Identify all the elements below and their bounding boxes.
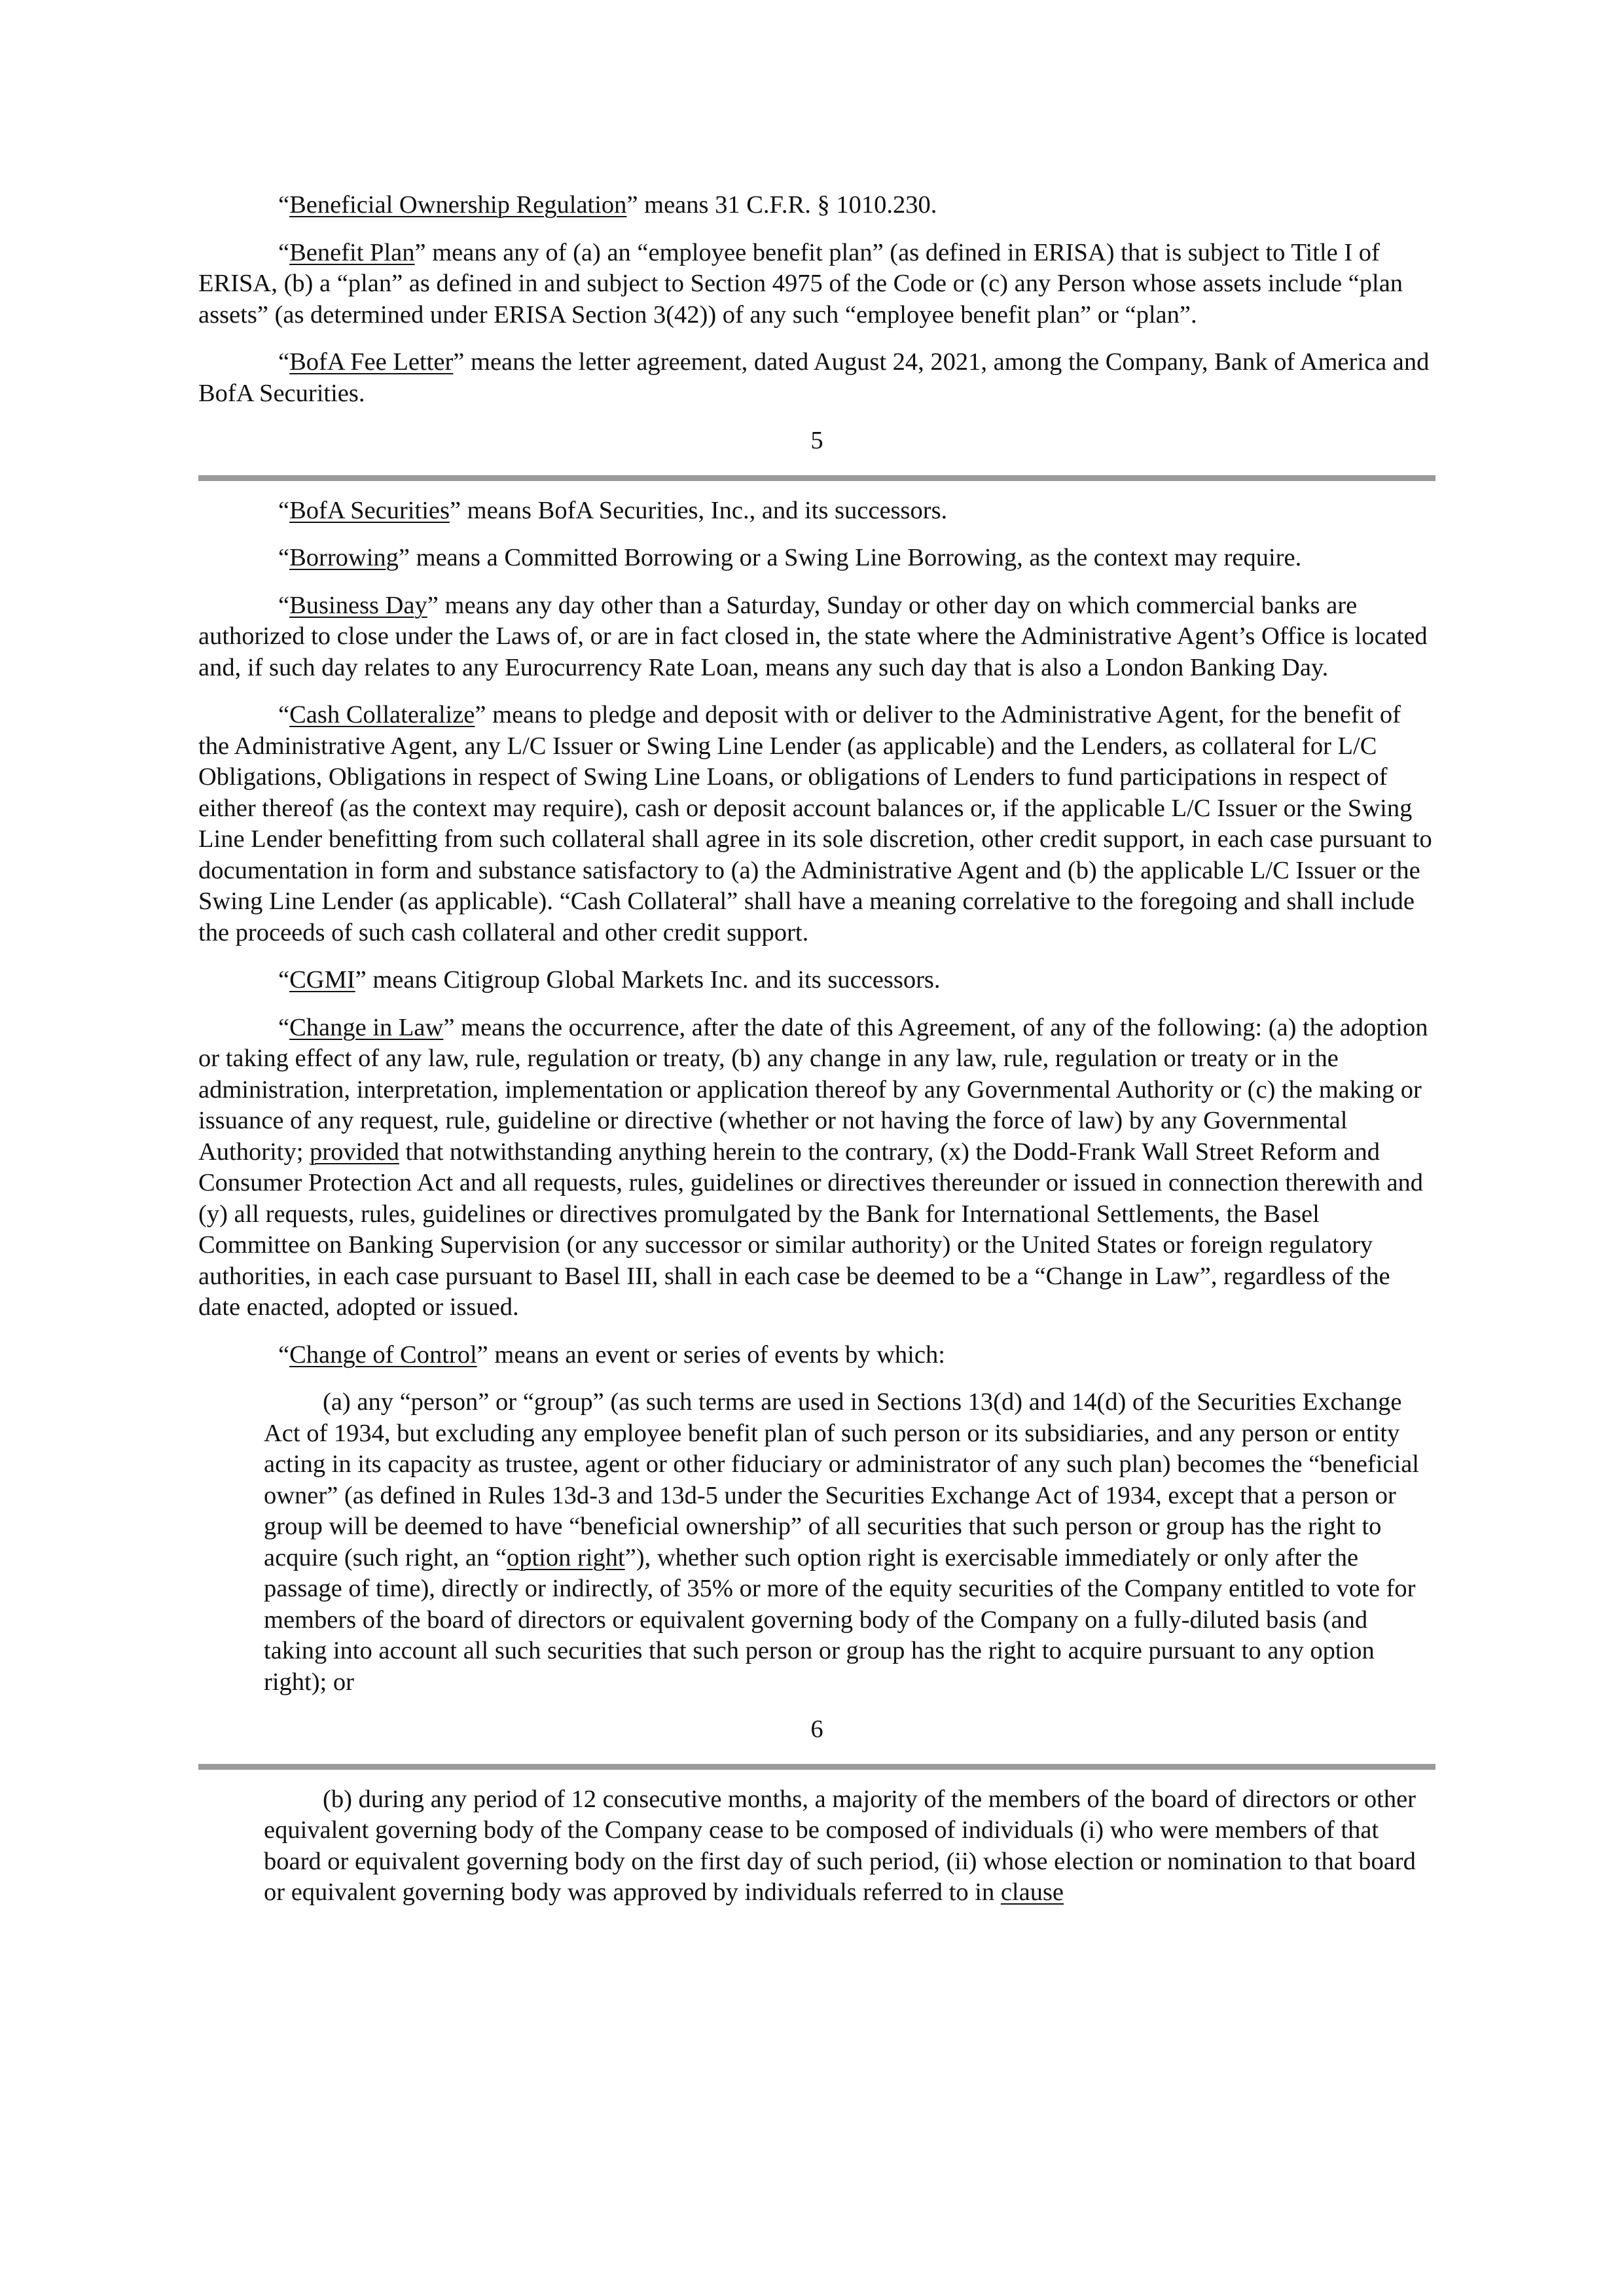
clause-text: (a) any “person” or “group” (as such terms are used in Sections 13(d) and 14(d) of the Securities Exchange Act of 1934, but excluding any employee benefit plan of such person or its subsidiaries, and any person or entity acting in its capacity as trustee, agent or other fiduciary or administrator of any such plan) becomes the “beneficial owner” (as defined in Rules 13d-3 and 13d-5 under the Securities Exchange Act of 1934, except that a person or group will be deemed to have “beneficial ownership” of all securities that such person or group has the right to acquire (such right, an “: [264, 1388, 1419, 1571]
definition-text: ” means the letter agreement, dated August 24, 2021, among the Company, Bank of America and BofA Securities.: [198, 348, 1430, 407]
definition-business-day: “Business Day” means any day other than a Saturday, Sunday or other day on which commercial banks are authorized to close under the Laws of, or are in fact closed in, the state where the Administrative Agent’s Office is located and, if such day relates to any Eurocurrency Rate Loan, means any such day that is also a London Banking Day.: [198, 591, 1428, 681]
definition-borrowing: “Borrowing” means a Committed Borrowing or a Swing Line Borrowing, as the context may require.: [278, 544, 1302, 571]
definition-text: ” means an event or series of events by which:: [477, 1340, 945, 1369]
definition-text: ” means a Committed Borrowing or a Swing Line Borrowing, as the context may require.: [398, 544, 1302, 571]
definition-cgmi: “CGMI” means Citigroup Global Markets Inc. and its successors.: [278, 966, 941, 994]
definition-text: ” means to pledge and deposit with or deliver to the Administrative Agent, for the benefit of the Administrative Agent, any L/C Issuer or Swing Line Lender (as applicable) and the Lenders, as collateral for L/C Obligations, Obligations in respect of Swing Line Loans, or obligations of Lenders to fund participations in respect of either thereof (as the context may require), cash or deposit account balances or, if the applicable L/C Issuer or the Swing Line Lender benefitting from such collateral shall agree in its sole discretion, other credit support, in each case pursuant to documentation in form and substance satisfactory to (a) the Administrative Agent and (b) the applicable L/C Issuer or the Swing Line Lender (as applicable). “Cash Collateral” shall have a meaning correlative to the foregoing and shall include the proceeds of such cash collateral and other credit support.: [198, 701, 1432, 946]
defined-term: CGMI: [289, 966, 355, 994]
definition-text: ” means any of (a) an “employee benefit plan” (as defined in ERISA) that is subject to Title I of ERISA, (b) a “plan” as defined in and subject to Section 4975 of the Code or (c) any Person whose assets include “plan assets” (as determined under ERISA Section 3(42)) of any such “employee benefit plan” or “plan”.: [198, 238, 1403, 329]
defined-term: Change in Law: [289, 1013, 444, 1041]
document-body: [198, 190, 1435, 1925]
definition-change-of-control: “Change of Control” means an event or series of events by which:: [278, 1340, 945, 1369]
defined-term: Cash Collateralize: [289, 701, 475, 728]
definition-benefit-plan: “Benefit Plan” means any of (a) an “employee benefit plan” (as defined in ERISA) that is subject to Title I of ERISA, (b) a “plan” as defined in and subject to Section 4975 of the Code or (c) any Person whose assets include “plan assets” (as determined under ERISA Section 3(42)) of any such “employee benefit plan” or “plan”.: [198, 238, 1403, 329]
definition-cash-collateralize: “Cash Collateralize” means to pledge and deposit with or deliver to the Administrative Agent, for the benefit of the Administrative Agent, any L/C Issuer or Swing Line Lender (as applicable) and the Lenders, as collateral for L/C Obligations, Obligations in respect of Swing Line Loans, or obligations of Lenders to fund participations in respect of either thereof (as the context may require), cash or deposit account balances or, if the applicable L/C Issuer or the Swing Line Lender benefitting from such collateral shall agree in its sole discretion, other credit support, in each case pursuant to documentation in form and substance satisfactory to (a) the Administrative Agent and (b) the applicable L/C Issuer or the Swing Line Lender (as applicable). “Cash Collateral” shall have a meaning correlative to the foregoing and shall include the proceeds of such cash collateral and other credit support.: [198, 701, 1432, 946]
clause-text: (b) during any period of 12 consecutive months, a majority of the members of the board of directors or other equivalent governing body of the Company cease to be composed of individuals (i) who were members of that board or equivalent governing body on the first day of such period, (ii) whose election or nomination to that board or equivalent governing body was approved by individuals referred to in: [264, 1785, 1416, 1906]
clause-text-continued: ”), whether such option right is exercisable immediately or only after the passage of time), directly or indirectly, of 35% or more of the equity securities of the Company entitled to vote for members of the board of directors or equivalent governing body of the Company on a fully-diluted basis (and taking into account all such securities that such person or group has the right to acquire pursuant to any option right); or: [264, 1543, 1416, 1696]
defined-term: Benefit Plan: [289, 238, 415, 266]
definition-text: ” means 31 C.F.R. § 1010.230.: [626, 191, 937, 219]
change-of-control-clause-b: [264, 1784, 1435, 1909]
provided-term: provided: [310, 1138, 399, 1166]
defined-term: Change of Control: [289, 1340, 477, 1369]
definition-bofa-fee-letter: “BofA Fee Letter” means the letter agreement, dated August 24, 2021, among the Company, Bank of America and BofA Securities.: [198, 348, 1430, 407]
defined-term: Business Day: [289, 591, 427, 619]
clause-reference: clause: [1000, 1878, 1064, 1906]
option-right-term: option right: [506, 1543, 625, 1571]
definition-text: ” means the occurrence, after the date of this Agreement, of any of the following: (a) the adoption or taking effect of any law, rule, regulation or treaty, (b) any change in any law, rule, regulation or treaty or in the administration, interpretation, implementation or application thereof by any Governmental Authority or (c) the making or issuance of any request, rule, guideline or directive (whether or not having the force of law) by any Governmental Authority;: [198, 1013, 1428, 1166]
page-divider: [198, 475, 1435, 481]
page-number: 5: [810, 427, 823, 454]
change-of-control-clause-a: [264, 1387, 1435, 1698]
definition-text: ” means any day other than a Saturday, Sunday or other day on which commercial banks are authorized to close under the Laws of, or are in fact closed in, the state where the Administrative Agent’s Office is located and, if such day relates to any Eurocurrency Rate Loan, means any such day that is also a London Banking Day.: [198, 591, 1428, 681]
page-number: 6: [810, 1715, 823, 1743]
defined-term: BofA Securities: [289, 496, 450, 524]
definition-text: ” means Citigroup Global Markets Inc. and its successors.: [355, 966, 941, 994]
definition-beneficial-ownership-regulation: “Beneficial Ownership Regulation” means 31 C.F.R. § 1010.230.: [278, 191, 937, 219]
definition-text-continued: that notwithstanding anything herein to the contrary, (x) the Dodd-Frank Wall Street Reform and Consumer Protection Act and all requests, rules, guidelines or directives thereunder or issued in connection therewith and (y) all requests, rules, guidelines or directives promulgated by the Bank for International Settlements, the Basel Committee on Banking Supervision (or any successor or similar authority) or the United States or foreign regulatory authorities, in each case pursuant to Basel III, shall in each case be deemed to be a “Change in Law”, regardless of the date enacted, adopted or issued.: [198, 1138, 1424, 1321]
defined-term: Beneficial Ownership Regulation: [289, 191, 627, 219]
definition-change-in-law: “Change in Law” means the occurrence, after the date of this Agreement, of any of the following: (a) the adoption or taking effect of any law, rule, regulation or treaty, (b) any change in any law, rule, regulation or treaty or in the administration, interpretation, implementation or application thereof by any Governmental Authority or (c) the making or issuance of any request, rule, guideline or directive (whether or not having the force of law) by any Governmental Authority; provided that notwithstanding anything herein to the contrary, (x) the Dodd-Frank Wall Street Reform and Consumer Protection Act and all requests, rules, guidelines or directives thereunder or issued in connection therewith and (y) all requests, rules, guidelines or directives promulgated by the Bank for International Settlements, the Basel Committee on Banking Supervision (or any successor or similar authority) or the United States or foreign regulatory authorities, in each case pursuant to Basel III, shall in each case be deemed to be a “Change in Law”, regardless of the date enacted, adopted or issued.: [198, 1013, 1428, 1321]
definition-text: ” means BofA Securities, Inc., and its successors.: [449, 496, 948, 524]
page-divider: [198, 1764, 1435, 1770]
defined-term: BofA Fee Letter: [289, 348, 454, 376]
defined-term: Borrowing: [289, 544, 399, 571]
definition-bofa-securities: “BofA Securities” means BofA Securities, Inc., and its successors.: [278, 496, 948, 524]
